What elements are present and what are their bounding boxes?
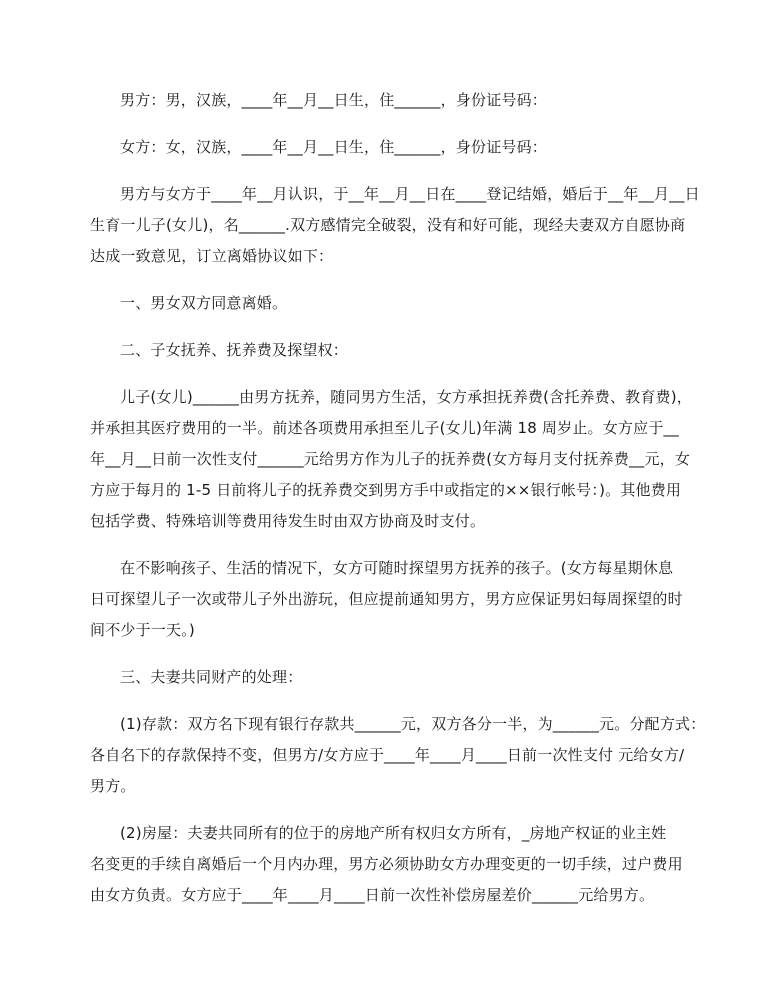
paragraph-man-info bbox=[90, 85, 686, 116]
text-line: 各自名下的存款保持不变，但男方/女方应于____年____月____日前一次性支付 元给女方/ bbox=[90, 746, 685, 764]
clause-heading-property bbox=[90, 662, 686, 693]
text-line: 日可探望儿子一次或带儿子外出游玩，但应提前通知男方，男方应保证男妇每周探望的时 bbox=[90, 590, 683, 608]
text-line: (1)存款：双方名下现有银行存款共______元，双方各分一半，为______元。分配方式： bbox=[120, 715, 706, 733]
text-line: (2)房屋：夫妻共同所有的位于的房地产所有权归女方所有，_房地产权证的业主姓 bbox=[120, 824, 667, 842]
text-line: 生育一儿子(女儿)，名______.双方感情完全破裂，没有和好可能，现经夫妻双方自愿协商 bbox=[90, 216, 686, 234]
text-line: 包括学费、特殊培训等费用待发生时由双方协商及时支付。 bbox=[90, 512, 486, 530]
text-line: 年__月__日前一次性支付______元给男方作为儿子的抚养费(女方每月支付抚养费__元，女 bbox=[90, 450, 691, 468]
paragraph-deposits bbox=[90, 709, 706, 802]
text-line: 名变更的手续自离婚后一个月内办理，男方必须协助女方办理变更的一切手续，过户费用 bbox=[90, 855, 683, 873]
clause-heading-custody bbox=[90, 335, 686, 366]
text-line: 男方。 bbox=[90, 777, 136, 795]
text-line: 二、子女抚养、抚养费及探望权： bbox=[120, 341, 349, 359]
paragraph-child-support bbox=[90, 382, 693, 537]
text-line: 三、夫妻共同财产的处理： bbox=[120, 668, 303, 686]
text-line: 女方：女，汉族，____年__月__日生，住______，身份证号码： bbox=[120, 138, 548, 156]
text-line: 儿子(女儿)______由男方抚养，随同男方生活，女方承担抚养费(含托养费、教育费)， bbox=[120, 388, 693, 406]
text-line: 间不少于一天。) bbox=[90, 621, 195, 639]
text-line: 由女方负责。女方应于____年____月____日前一次性补偿房屋差价______元给男方。 bbox=[90, 886, 655, 904]
text-line: 男方：男，汉族，____年__月__日生，住______，身份证号码： bbox=[120, 91, 548, 109]
text-line: 一、男女双方同意离婚。 bbox=[120, 294, 288, 312]
text-line: 在不影响孩子、生活的情况下，女方可随时探望男方抚养的孩子。(女方每星期休息 bbox=[120, 559, 674, 577]
text-line: 并承担其医疗费用的一半。前述各项费用承担至儿子(女儿)年满 18 周岁止。女方应于__ bbox=[90, 419, 679, 437]
clause-heading-divorce bbox=[90, 288, 686, 319]
text-line: 达成一致意见，订立离婚协议如下： bbox=[90, 247, 334, 265]
paragraph-visitation bbox=[90, 553, 686, 646]
text-line: 方应于每月的 1-5 日前将儿子的抚养费交到男方手中或指定的××银行帐号：)。其他费用 bbox=[90, 481, 682, 499]
paragraph-marriage-history bbox=[90, 179, 700, 272]
paragraph-house bbox=[90, 818, 686, 911]
paragraph-woman-info bbox=[90, 132, 686, 163]
text-line: 男方与女方于____年__月认识，于__年__月__日在____登记结婚，婚后于__年__月__日 bbox=[120, 185, 700, 203]
